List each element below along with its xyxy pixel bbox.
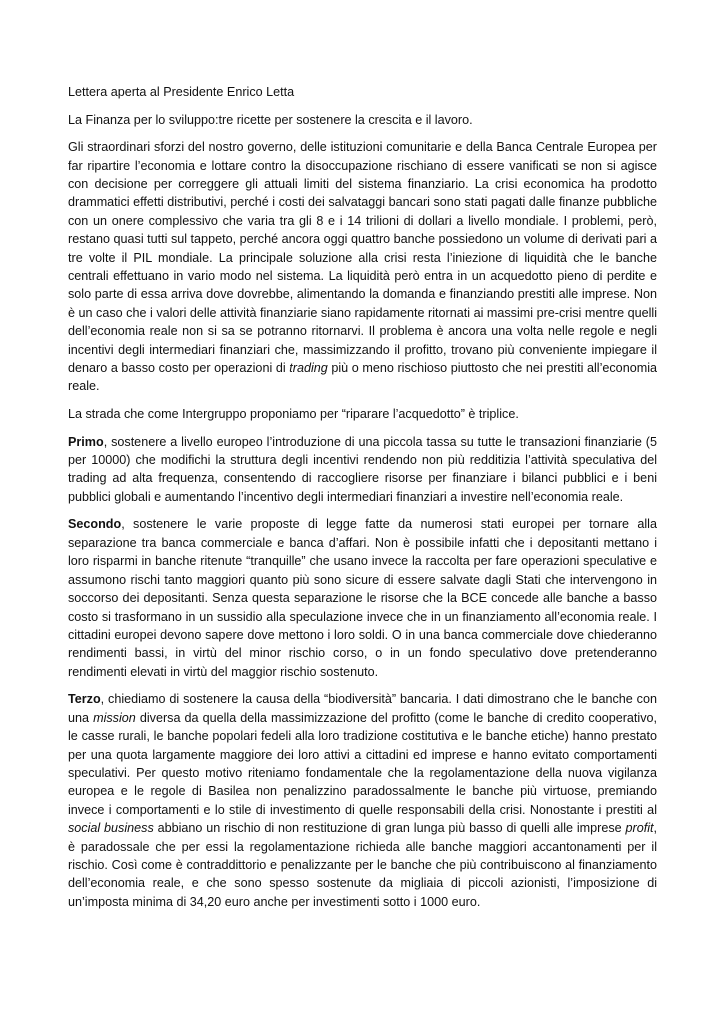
primo-text: , sostenere a livello europeo l’introduzione di una piccola tassa su tutte le transazioni finanziarie (5 per 10000) che modifichi la struttura degli incentivi rendendo non più redditizia l’attività speculativa del trading ad alta frequenza, consentendo di raccogliere risorse per finanziare i bilanci pubblici e i beni pubblici globali e aumentando l’incentivo degli intermediari finanziari a investire nell’economia reale. [68,434,657,504]
intro-paragraph [68,138,657,396]
primo-paragraph [68,433,657,507]
letter-subtitle: La Finanza per lo sviluppo:tre ricette per sostenere la crescita e il lavoro. [68,112,473,127]
terzo-paragraph [68,690,657,911]
intro-text-1: Gli straordinari sforzi del nostro governo, delle istituzioni comunitarie e della Banca Centrale Europea per far ripartire l’economia e lottare contro la disoccupazione rischiano di essere vanificati se non si agisce con decisione per correggere gli attuali limiti del sistema finanziario. La crisi economica ha prodotto drammatici effetti distributivi, perché i costi dei salvataggi bancari sono stati pagati dalle finanze pubbliche con un onere complessivo che varia tra gli 8 e i 14 trilioni di dollari a livello mondiale. I problemi, però, restano quasi tutti sul tappeto, perché ancora oggi quattro banche possiedono un volume di derivati pari a tre volte il PIL mondiale. La principale soluzione alla crisi resta l’iniezione di liquidità che le banche centrali effettuano in vario modo nel sistema. La liquidità però entra in un acquedotto pieno di perdite e solo parte di essa arriva dove dovrebbe, alimentando la domanda e finanziando prestiti alle imprese. Non è un caso che i valori delle attività finanziarie siano rapidamente ritornati ai massimi pre-crisi mentre quelli dell’economia reale non si sa se potranno ritornarvi. Il problema è ancora una volta nelle regole e negli incentivi degli intermediari finanziari che, massimizzando il profitto, trovano più conveniente impiegare il denaro a basso costo per operazioni di [68,140,657,376]
intro-text-2: più o meno rischioso piuttosto che nei prestiti all’economia reale. [68,361,657,394]
intro-italic-trading: trading [289,361,328,376]
secondo-label: Secondo [68,517,122,532]
terzo-text-3: abbiano un rischio di non restituzione di gran lunga più basso di quelli alle imprese [153,821,626,836]
secondo-text: , sostenere le varie proposte di legge fatte da numerosi stati europei per tornare alla separazione tra banca commerciale e banca d’affari. Non è possibile infatti che i depositanti mettano i loro risparmi in banche ritenute “tranquille” che usano invece la raccolta per fare operazioni speculative e assumono rischi tanto maggiori quanto più sono sicure di essere salvate dagli Stati che intervengono in soccorso dei depositanti. Senza questa separazione le risorse che la BCE concede alle banche a basso costo si trasformano in un sussidio alla speculazione invece che in un finanziamento all’economia reale. I cittadini europei devono sapere dove mettono i loro soldi. O in una banca commerciale dove chiederanno rendimenti bassi, in virtù del minor rischio corso, o in un fondo speculativo dove pretenderanno rendimenti elevati in virtù del maggior rischio sostenuto. [68,517,657,679]
strada-paragraph: La strada che come Intergruppo proponiamo per “riparare l’acquedotto” è triplice. [68,407,519,422]
terzo-text-1: , chiediamo di sostenere la causa della “biodiversità” bancaria. I dati dimostrano che le banche con una [68,692,657,725]
letter-title: Lettera aperta al Presidente Enrico Letta [68,85,295,99]
primo-label: Primo [68,434,104,449]
terzo-italic-mission: mission [93,710,136,725]
letter-page [68,83,657,920]
terzo-italic-social-business: social business [68,821,154,836]
secondo-paragraph [68,515,657,681]
terzo-text-2: diversa da quella della massimizzazione del profitto (come le banche di credito cooperativo, le casse rurali, le banche popolari fedeli alla loro tradizione costitutiva e le banche etiche) hanno prestato per una quota largamente maggiore dei loro attivi a cittadini ed imprese e hanno evitato comportamenti speculativi. Per questo motivo riteniamo fondamentale che la regolamentazione della nuova vigilanza europea e le regole di Basilea non penalizzino paradossalmente le banche più virtuose, premiando invece i comportamenti e lo stile di investimento di quelle responsabili della crisi. Nonostante i prestiti al [68,710,657,817]
terzo-text-4: , è paradossale che per essi la regolamentazione richieda alle banche maggiori accantonamenti per il rischio. Così come è contraddittorio e penalizzante per le banche che più contribuiscono al finanziamento dell’economia reale, e che sono spesso sostenute da migliaia di piccoli azionisti, l’imposizione di un’imposta minima di 34,20 euro anche per investimenti sotto i 1000 euro. [68,821,657,909]
terzo-italic-profit: profit [625,821,654,836]
terzo-label: Terzo [68,692,101,707]
